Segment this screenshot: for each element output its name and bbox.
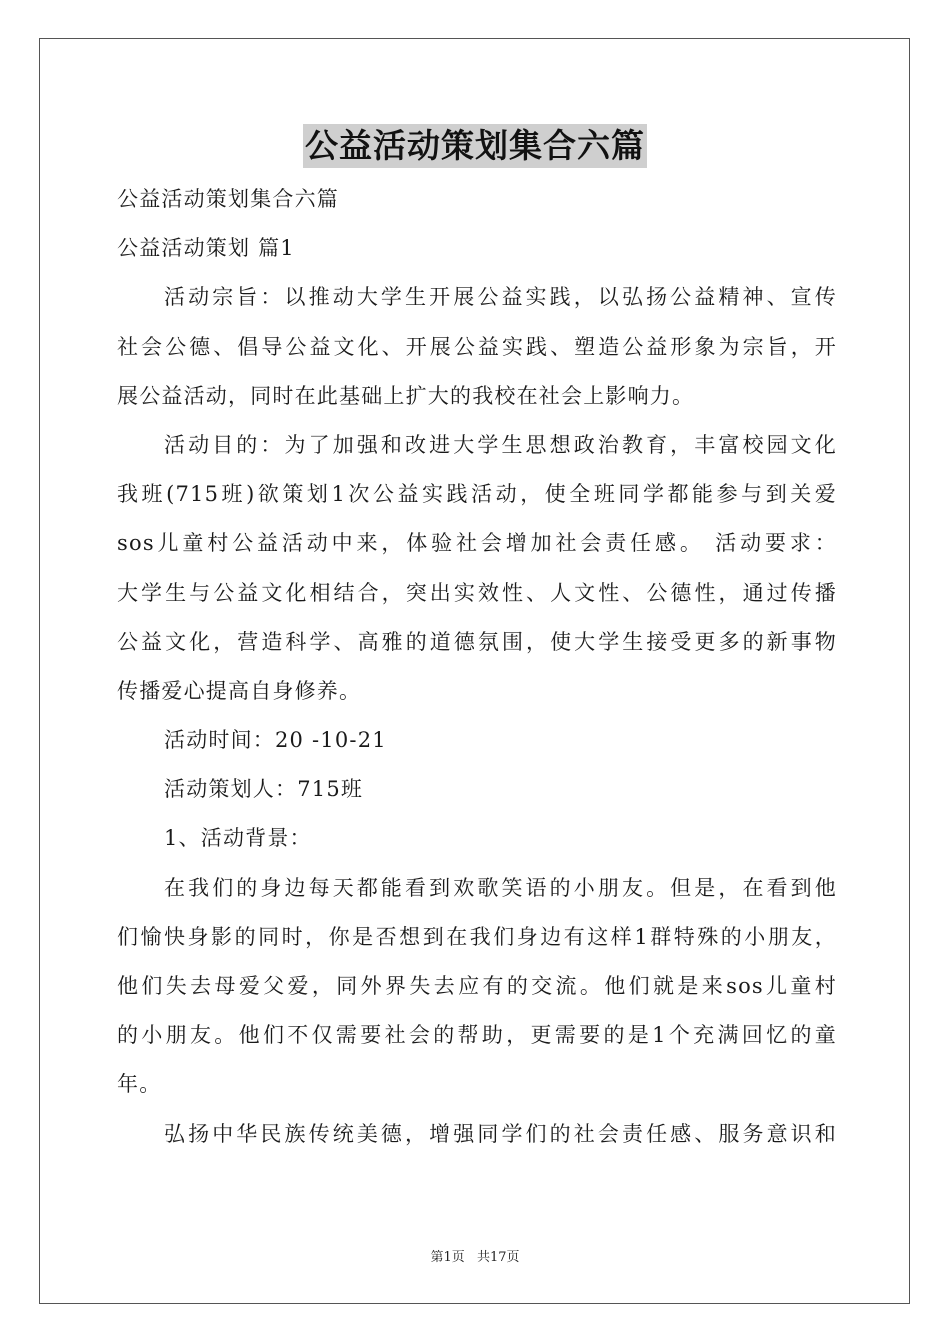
page-number: 第1页 xyxy=(430,1250,465,1265)
text-line: 公益活动策划集合六篇 xyxy=(117,187,339,211)
text-line: 社会公德、倡导公益文化、开展公益实践、塑造公益形象为宗旨，开 xyxy=(117,334,837,359)
text-line: 传播爱心提高自身修养。 xyxy=(117,678,362,703)
text-line: 公益文化，营造科学、高雅的道德氛围，使大学生接受更多的新事物 xyxy=(117,629,837,654)
text-line: 展公益活动，同时在此基础上扩大的我校在社会上影响力。 xyxy=(117,383,695,408)
text-line: 弘扬中华民族传统美德，增强同学们的社会责任感、服务意识和 xyxy=(164,1121,837,1146)
text-line: 公益活动策划 篇1 xyxy=(117,236,295,261)
text-line: 大学生与公益文化相结合，突出实效性、人文性、公德性，通过传播 xyxy=(117,580,837,605)
document-title-text: 公益活动策划集合六篇 xyxy=(303,124,647,168)
text-line: 活动时间：20 -10-21 xyxy=(164,728,387,753)
document-title xyxy=(0,124,950,168)
text-line: 1、活动背景： xyxy=(164,826,312,851)
text-line: 活动策划人：715班 xyxy=(164,777,364,802)
text-line: 的小朋友。他们不仅需要社会的帮助，更需要的是1个充满回忆的童 xyxy=(117,1023,837,1048)
page-total: 共17页 xyxy=(476,1250,520,1265)
page-footer xyxy=(0,1246,950,1265)
document-body xyxy=(117,175,837,1159)
text-line: 们愉快身影的同时，你是否想到在我们身边有这样1群特殊的小朋友， xyxy=(117,924,837,949)
text-line: 活动宗旨：以推动大学生开展公益实践，以弘扬公益精神、宣传 xyxy=(164,285,837,310)
text-line: 活动目的：为了加强和改进大学生思想政治教育，丰富校园文化 xyxy=(164,432,837,457)
text-line: 年。 xyxy=(117,1072,162,1097)
text-line: 他们失去母爱父爱，同外界失去应有的交流。他们就是来sos儿童村 xyxy=(117,974,837,998)
text-line: sos儿童村公益活动中来，体验社会增加社会责任感。 活动要求： xyxy=(117,531,837,556)
text-line: 在我们的身边每天都能看到欢歌笑语的小朋友。但是，在看到他 xyxy=(164,875,837,900)
text-line: 我班(715班)欲策划1次公益实践活动，使全班同学都能参与到关爱 xyxy=(117,482,837,507)
